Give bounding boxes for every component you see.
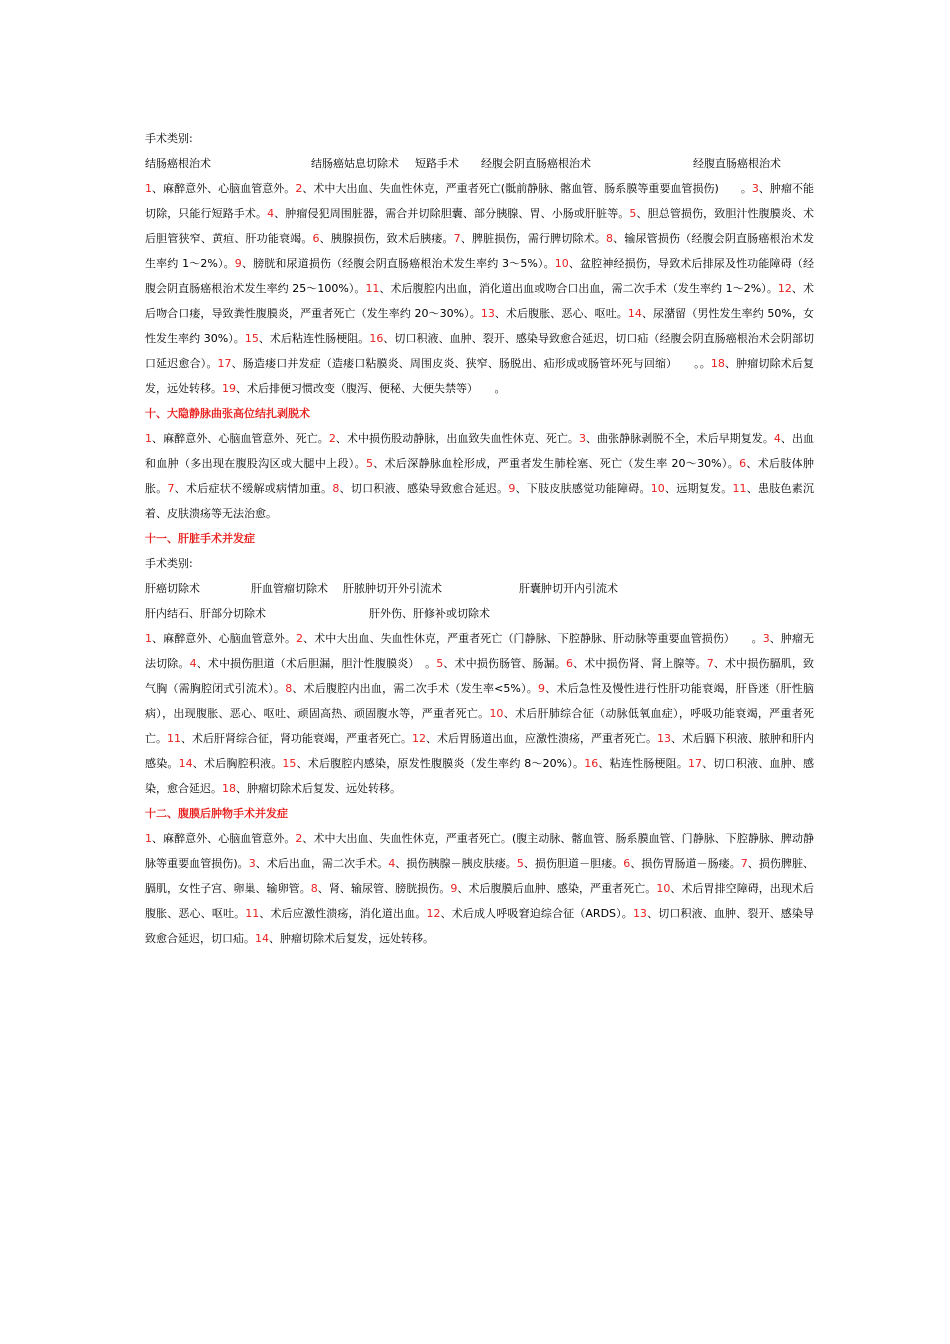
item-text: 、损伤脾脏、膈肌，女性子宫、卵巢、输卵管。 xyxy=(145,857,815,895)
item-text: 、术后腹膜后血肿、感染，严重者死亡。 xyxy=(457,882,657,895)
item-text: 、麻醉意外、心脑血管意外。 xyxy=(152,182,296,195)
item-number: 4 xyxy=(267,207,275,220)
item-number: 19 xyxy=(222,382,236,395)
item-text: 、输尿管损伤（经腹会阴直肠癌根治术发生率约 1～2%）。 xyxy=(145,232,815,270)
item-number: 6 xyxy=(623,857,631,870)
item-text: 、术后肝肺综合征（动脉低氧血症），呼吸功能衰竭，严重者死亡。 xyxy=(145,707,815,745)
surgery-category: 肝外伤、肝修补或切除术 xyxy=(369,607,490,620)
item-text: 、术后成人呼吸窘迫综合征（ARDS）。 xyxy=(440,907,633,920)
item-number: 3 xyxy=(248,857,256,870)
item-text: 、胆总管损伤，致胆汁性腹膜炎、术后胆管狭窄、黄疸、肝功能衰竭。 xyxy=(145,207,815,245)
item-number: 3 xyxy=(762,632,770,645)
item-number: 17 xyxy=(217,357,232,370)
item-number: 5 xyxy=(436,657,444,670)
item-number: 8 xyxy=(285,682,293,695)
item-text: 、术后肝肾综合征，肾功能衰竭，严重者死亡。 xyxy=(181,732,412,745)
item-number: 2 xyxy=(295,832,303,845)
item-number: 4 xyxy=(189,657,197,670)
item-number: 2 xyxy=(328,432,336,445)
item-number: 14 xyxy=(178,757,193,770)
item-number: 8 xyxy=(606,232,614,245)
item-number: 9 xyxy=(537,682,545,695)
item-number: 4 xyxy=(388,857,396,870)
item-number: 6 xyxy=(739,457,747,470)
item-text: 、术后胃排空障碍，出现术后腹胀、恶心、呕吐。 xyxy=(145,882,815,920)
item-number: 12 xyxy=(426,907,441,920)
item-text: 、术中损伤股动静脉，出血致失血性休克、死亡。 xyxy=(335,432,579,445)
item-text: 、患肢色素沉着、皮肤溃疡等无法治愈。 xyxy=(145,482,815,520)
item-number: 5 xyxy=(365,457,373,470)
item-text: 、切口积液、血肿、裂开、感染导致愈合延迟，切口疝。 xyxy=(145,907,815,945)
item-number: 12 xyxy=(777,282,792,295)
item-text: 、术中损伤胆道（术后胆漏，胆汁性腹膜炎） 。 xyxy=(196,657,437,670)
item-text: 、肾、输尿管、膀胱损伤。 xyxy=(317,882,451,895)
item-number: 2 xyxy=(295,182,303,195)
item-text: 、术后腹腔内出血，需二次手术（发生率<5%）。 xyxy=(292,682,538,695)
item-number: 14 xyxy=(627,307,642,320)
item-text: 、麻醉意外、心脑血管意外、死亡。 xyxy=(152,432,329,445)
item-number: 16 xyxy=(584,757,599,770)
item-number: 10 xyxy=(489,707,504,720)
item-text: 、术后腹腔内出血，消化道出血或吻合口出血，需二次手术（发生率约 1～2%）。 xyxy=(379,282,778,295)
surgery-category-row xyxy=(145,576,814,601)
item-text: 、出血和血肿（多出现在腹股沟区或大腿中上段）。 xyxy=(145,432,815,470)
item-text: 、术后腹胀、恶心、呕吐。 xyxy=(494,307,628,320)
item-text: 、肠造瘘口并发症（造瘘口粘膜炎、周围皮炎、狭窄、肠脱出、疝形成或肠管坏死与回缩） 。。 xyxy=(231,357,711,370)
item-number: 1 xyxy=(145,632,152,645)
item-text: 、脾脏损伤，需行脾切除术。 xyxy=(460,232,607,245)
item-text: 、切口积液、血肿、感染，愈合延迟。 xyxy=(145,757,815,795)
surgery-category: 结肠癌根治术 xyxy=(145,157,211,170)
item-number: 3 xyxy=(578,432,586,445)
section-heading: 十二、腹膜后肿物手术并发症 xyxy=(145,807,288,820)
item-number: 7 xyxy=(706,657,714,670)
surgery-category-row xyxy=(145,601,814,626)
item-text: 、术中大出血、失血性休克，严重者死亡。(腹主动脉、髂血管、肠系膜血管、门静脉、下腔静脉、脾动静脉等重要血管损伤)。 xyxy=(145,832,814,870)
item-text: 、术后应激性溃疡，消化道出血。 xyxy=(259,907,427,920)
item-text: 、术后胃肠道出血，应激性溃疡，严重者死亡。 xyxy=(426,732,657,745)
item-number: 16 xyxy=(369,332,384,345)
item-text: 、术后膈下积液、脓肿和肝内感染。 xyxy=(145,732,814,770)
item-number: 2 xyxy=(296,632,304,645)
item-number: 8 xyxy=(310,882,318,895)
item-number: 13 xyxy=(657,732,671,745)
item-text: 、盆腔神经损伤，导致术后排尿及性功能障碍（经腹会阴直肠癌根治术发生率约 25～100%）。 xyxy=(145,257,814,295)
item-number: 14 xyxy=(255,932,269,945)
item-number: 6 xyxy=(565,657,573,670)
item-text: 、损伤胰腺－胰皮肤瘘。 xyxy=(395,857,517,870)
item-text: 、术中大出血、失血性休克，严重者死亡（门静脉、下腔静脉、肝动脉等重要血管损伤） 。 xyxy=(303,632,763,645)
item-text: 、术后肢体肿胀。 xyxy=(145,457,814,495)
item-text: 、术后出血，需二次手术。 xyxy=(255,857,389,870)
item-number: 12 xyxy=(412,732,426,745)
item-number: 7 xyxy=(453,232,461,245)
item-number: 18 xyxy=(710,357,725,370)
item-number: 13 xyxy=(480,307,495,320)
item-number: 6 xyxy=(312,232,320,245)
item-number: 3 xyxy=(751,182,759,195)
item-text: 、术中大出血、失血性休克，严重者死亡(骶前静脉、髂血管、肠系膜等重要血管损伤) 。 xyxy=(302,182,752,195)
item-text: 、曲张静脉剥脱不全，术后早期复发。 xyxy=(585,432,774,445)
item-text: 、肿瘤不能切除，只能行短路手术。 xyxy=(145,182,815,220)
item-number: 11 xyxy=(245,907,260,920)
item-number: 11 xyxy=(732,482,747,495)
item-number: 9 xyxy=(508,482,516,495)
item-text: 、远期复发。 xyxy=(664,482,733,495)
surgery-category: 肝血管瘤切除术 xyxy=(251,582,328,595)
surgery-category-row xyxy=(145,151,814,176)
section-heading: 十、大隐静脉曲张高位结扎剥脱术 xyxy=(145,407,310,420)
surgery-category-label: 手术类别: xyxy=(145,132,193,145)
item-text: 、尿潴留（男性发生率约 50%，女性发生率约 30%）。 xyxy=(145,307,814,345)
surgery-category-label: 手术类别: xyxy=(145,557,193,570)
item-text: 、粘连性肠梗阻。 xyxy=(598,757,689,770)
item-text: 、切口积液、血肿、裂开、感染导致愈合延迟，切口疝（经腹会阴直肠癌根治术会阴部切口延迟愈合）。 xyxy=(145,332,815,370)
item-text: 、术后胸腔积液。 xyxy=(192,757,283,770)
item-number: 11 xyxy=(167,732,181,745)
item-text: 、胰腺损伤，致术后胰瘘。 xyxy=(319,232,454,245)
item-text: 、肿瘤切除术后复发，远处转移。 xyxy=(269,932,434,945)
item-text: 、麻醉意外、心脑血管意外。 xyxy=(152,832,296,845)
item-number: 10 xyxy=(554,257,569,270)
complication-list xyxy=(145,426,814,526)
item-text: 、切口积液、感染导致愈合延迟。 xyxy=(339,482,509,495)
item-number: 1 xyxy=(145,432,152,445)
surgery-category: 肝内结石、肝部分切除术 xyxy=(145,607,266,620)
item-number: 17 xyxy=(688,757,703,770)
surgery-category: 经腹直肠癌根治术 xyxy=(693,157,781,170)
item-number: 9 xyxy=(450,882,458,895)
item-text: 、术后排便习惯改变（腹泻、便秘、大便失禁等） 。 xyxy=(236,382,506,395)
item-number: 10 xyxy=(650,482,665,495)
item-text: 、麻醉意外、心脑血管意外。 xyxy=(152,632,297,645)
surgery-category: 结肠癌姑息切除术 xyxy=(311,157,399,170)
item-number: 7 xyxy=(740,857,748,870)
complication-list xyxy=(145,626,814,801)
item-number: 10 xyxy=(656,882,671,895)
surgery-category: 经腹会阴直肠癌根治术 xyxy=(481,157,591,170)
item-text: 、肿瘤侵犯周围脏器，需合并切除胆囊、部分胰腺、胃、小肠或肝脏等。 xyxy=(274,207,630,220)
item-text: 、术后急性及慢性进行性肝功能衰竭，肝昏迷（肝性脑病），出现腹胀、恶心、呕吐、顽固高热、顽固腹水等，严重者死亡。 xyxy=(145,682,814,720)
item-number: 1 xyxy=(145,182,152,195)
item-number: 5 xyxy=(516,857,524,870)
item-number: 5 xyxy=(629,207,637,220)
item-text: 、术后症状不缓解或病情加重。 xyxy=(174,482,333,495)
item-text: 、术后粘连性肠梗阻。 xyxy=(258,332,370,345)
item-text: 、损伤胃肠道－肠瘘。 xyxy=(630,857,741,870)
surgery-category: 肝脓肿切开外引流术 xyxy=(343,582,442,595)
item-text: 、下肢皮肤感觉功能障碍。 xyxy=(515,482,651,495)
item-number: 18 xyxy=(222,782,236,795)
section-heading: 十一、肝脏手术并发症 xyxy=(145,532,255,545)
item-number: 9 xyxy=(234,257,242,270)
surgery-category: 肝癌切除术 xyxy=(145,582,200,595)
item-text: 、术后深静脉血栓形成，严重者发生肺栓塞、死亡（发生率 20～30%）。 xyxy=(372,457,740,470)
item-text: 、术中损伤肠管、肠漏。 xyxy=(443,657,566,670)
item-number: 15 xyxy=(244,332,259,345)
item-text: 、肿瘤无法切除。 xyxy=(145,632,815,670)
item-text: 、损伤胆道－胆瘘。 xyxy=(523,857,624,870)
item-number: 11 xyxy=(365,282,380,295)
item-text: 、术中损伤肾、肾上腺等。 xyxy=(572,657,707,670)
item-text: 、术后吻合口瘘，导致粪性腹膜炎，严重者死亡（发生率约 20～30%）。 xyxy=(145,282,814,320)
item-text: 、肿瘤切除术后复发，远处转移。 xyxy=(145,357,815,395)
item-number: 15 xyxy=(282,757,297,770)
item-text: 、术后腹腔内感染，原发性腹膜炎（发生率约 8～20%）。 xyxy=(296,757,585,770)
surgery-category: 短路手术 xyxy=(415,157,459,170)
item-number: 8 xyxy=(332,482,340,495)
item-text: 、术中损伤膈肌，致气胸（需胸腔闭式引流术）。 xyxy=(145,657,815,695)
complication-list xyxy=(145,176,814,401)
item-number: 7 xyxy=(167,482,175,495)
item-number: 4 xyxy=(773,432,781,445)
item-text: 、膀胱和尿道损伤（经腹会阴直肠癌根治术发生率约 3～5%）。 xyxy=(241,257,555,270)
surgery-category: 肝囊肿切开内引流术 xyxy=(519,582,618,595)
item-number: 1 xyxy=(145,832,152,845)
item-text: 、肿瘤切除术后复发、远处转移。 xyxy=(236,782,401,795)
complication-list xyxy=(145,826,814,951)
item-number: 13 xyxy=(632,907,647,920)
